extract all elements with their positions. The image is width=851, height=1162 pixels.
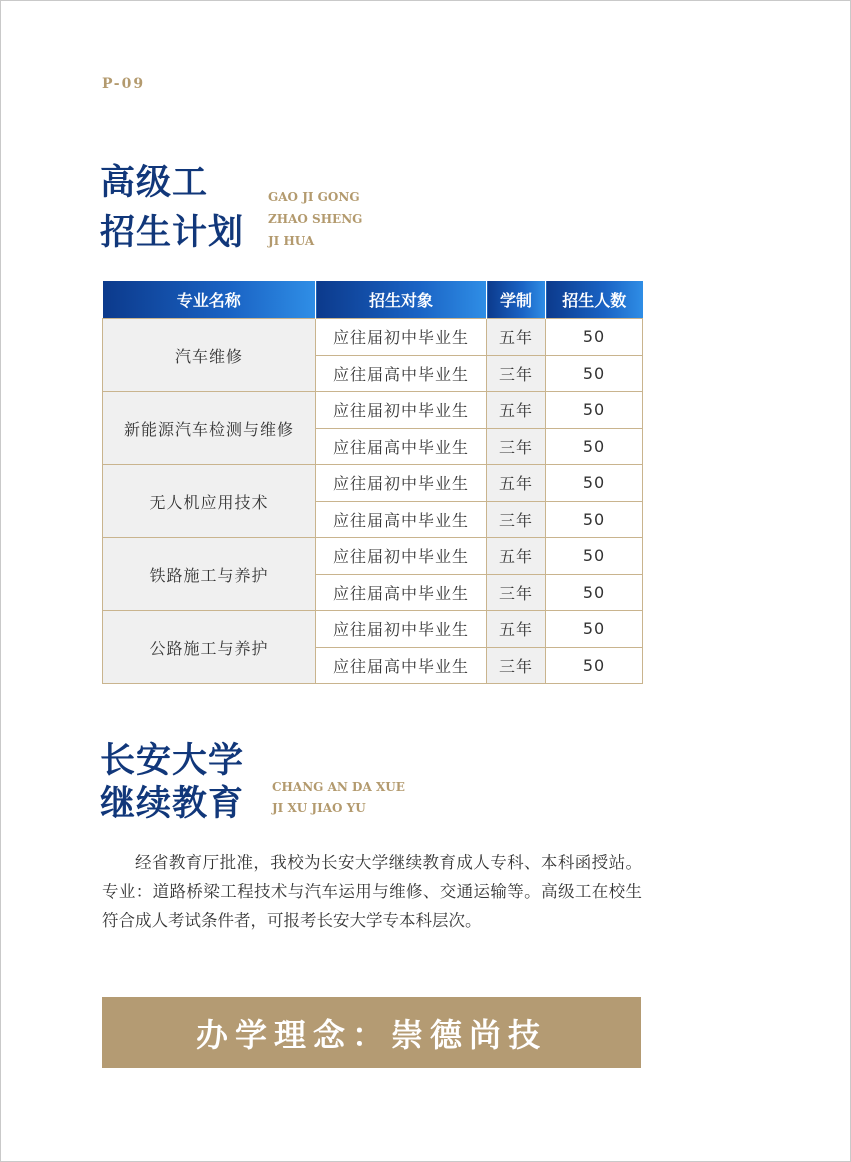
pinyin-line-1: CHANG AN DA XUE <box>272 780 405 794</box>
pinyin-line-1: GAO JI GONG <box>268 190 360 204</box>
years-cell: 三年 <box>487 428 546 465</box>
section-title-jixujiaoyu: 继续教育 <box>100 784 245 824</box>
count-cell: 50 <box>546 465 643 502</box>
table-header-row <box>103 281 643 319</box>
years-cell: 五年 <box>487 611 546 648</box>
years-cell: 三年 <box>487 647 546 684</box>
header-years: 学制 <box>487 281 546 319</box>
count-cell: 50 <box>546 574 643 611</box>
years-cell: 三年 <box>487 574 546 611</box>
pinyin-line-2: ZHAO SHENG <box>268 212 363 226</box>
target-cell: 应往届初中毕业生 <box>316 611 487 648</box>
target-cell: 应往届高中毕业生 <box>316 574 487 611</box>
years-cell: 五年 <box>487 538 546 575</box>
years-cell: 三年 <box>487 501 546 538</box>
target-cell: 应往届高中毕业生 <box>316 647 487 684</box>
header-target: 招生对象 <box>316 281 487 319</box>
description-paragraph: 经省教育厅批准，我校为长安大学继续教育成人专科、本科函授站。专业：道路桥梁工程技术与汽车运用与维修、交通运输等。高级工在校生符合成人考试条件者，可报考长安大学专本科层次。 <box>102 853 642 930</box>
target-cell: 应往届初中毕业生 <box>316 392 487 429</box>
table-row <box>103 538 643 575</box>
major-name-cell: 铁路施工与养护 <box>103 538 316 611</box>
page-number: P-09 <box>102 76 146 92</box>
section-title-zhaosheng: 招生计划 <box>100 213 245 253</box>
count-cell: 50 <box>546 501 643 538</box>
count-cell: 50 <box>546 647 643 684</box>
enrollment-plan-table <box>102 281 643 684</box>
pinyin-line-2: JI XU JIAO YU <box>272 801 366 815</box>
header-major-name: 专业名称 <box>103 281 316 319</box>
major-name-cell: 公路施工与养护 <box>103 611 316 684</box>
table-row <box>103 611 643 648</box>
major-name-cell: 无人机应用技术 <box>103 465 316 538</box>
years-cell: 五年 <box>487 319 546 356</box>
table-row <box>103 392 643 429</box>
section-title-changan: 长安大学 <box>100 741 245 781</box>
years-cell: 三年 <box>487 355 546 392</box>
table-row <box>103 465 643 502</box>
section-title-gaojigong: 高级工 <box>100 163 209 203</box>
motto-text: 办学理念：崇德尚技 <box>195 1015 547 1054</box>
major-name-cell: 新能源汽车检测与维修 <box>103 392 316 465</box>
target-cell: 应往届初中毕业生 <box>316 465 487 502</box>
count-cell: 50 <box>546 428 643 465</box>
target-cell: 应往届初中毕业生 <box>316 319 487 356</box>
target-cell: 应往届初中毕业生 <box>316 538 487 575</box>
pinyin-line-3: JI HUA <box>268 234 315 248</box>
years-cell: 五年 <box>487 465 546 502</box>
major-name-cell: 汽车维修 <box>103 319 316 392</box>
target-cell: 应往届高中毕业生 <box>316 355 487 392</box>
continuing-education-description <box>102 848 642 935</box>
header-count: 招生人数 <box>546 281 643 319</box>
years-cell: 五年 <box>487 392 546 429</box>
motto-banner <box>102 997 641 1068</box>
count-cell: 50 <box>546 392 643 429</box>
count-cell: 50 <box>546 611 643 648</box>
table-row <box>103 319 643 356</box>
target-cell: 应往届高中毕业生 <box>316 428 487 465</box>
target-cell: 应往届高中毕业生 <box>316 501 487 538</box>
count-cell: 50 <box>546 355 643 392</box>
count-cell: 50 <box>546 538 643 575</box>
count-cell: 50 <box>546 319 643 356</box>
